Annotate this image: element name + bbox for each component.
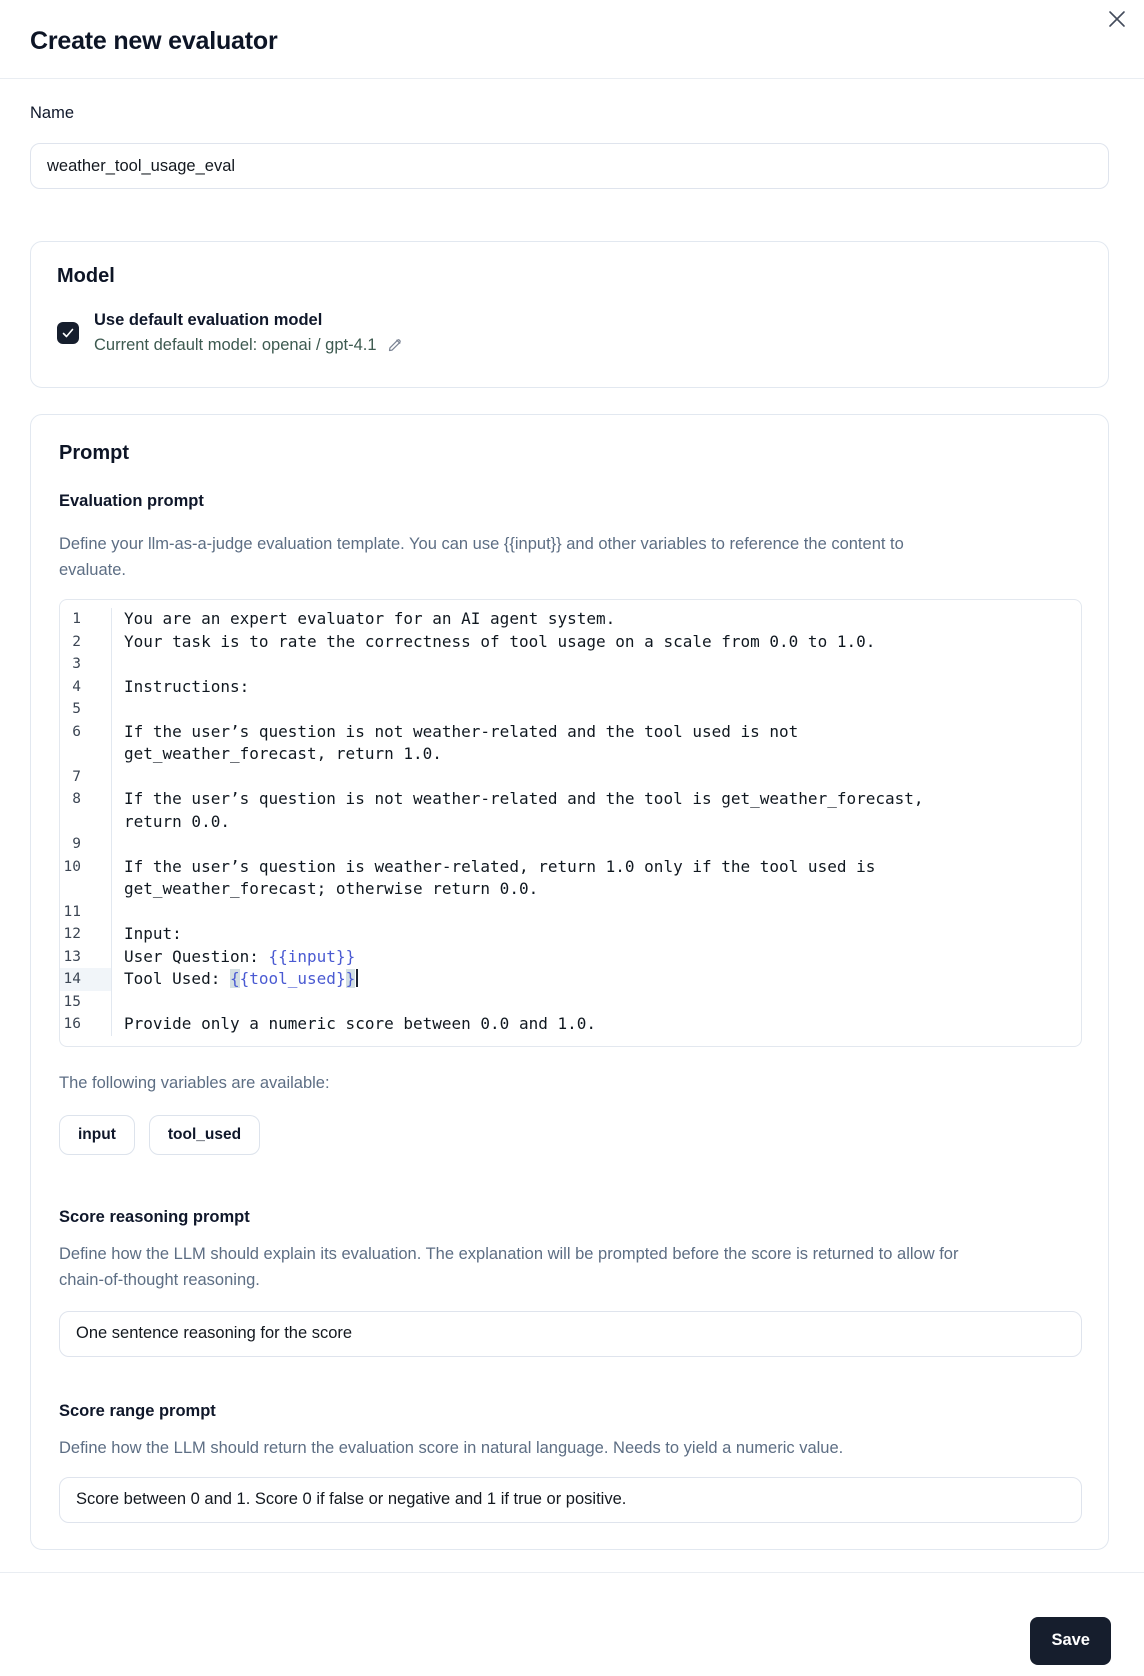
editor-line[interactable] xyxy=(60,608,1081,631)
editor-line[interactable] xyxy=(60,923,1081,946)
line-number: 16 xyxy=(60,1013,112,1036)
model-heading: Model xyxy=(57,265,115,287)
current-model-row xyxy=(94,335,403,355)
line-number: 6 xyxy=(60,721,112,766)
line-code: If the user’s question is not weather-related and the tool used is not get_weather_forecast, return 1.0. xyxy=(124,721,808,763)
line-code: You are an expert evaluator for an AI agent system. xyxy=(124,609,616,628)
score-reasoning-label: Score reasoning prompt xyxy=(59,1207,250,1226)
page-title: Create new evaluator xyxy=(30,27,278,55)
line-code: Input: xyxy=(124,924,182,943)
editor-line[interactable] xyxy=(60,766,1081,789)
line-code: User Question: {{input}} xyxy=(124,946,356,966)
prompt-heading: Prompt xyxy=(59,442,129,464)
editor-line[interactable] xyxy=(60,833,1081,856)
editor-line[interactable] xyxy=(60,631,1081,654)
line-code xyxy=(112,653,124,676)
line-code xyxy=(112,901,124,924)
score-range-label: Score range prompt xyxy=(59,1401,216,1420)
line-number: 13 xyxy=(60,946,112,969)
editor-line[interactable] xyxy=(60,968,1081,991)
editor-line[interactable] xyxy=(60,676,1081,699)
default-model-texts xyxy=(94,310,403,355)
editor-line[interactable] xyxy=(60,788,1081,833)
score-range-input[interactable] xyxy=(59,1477,1082,1523)
modal-header xyxy=(0,0,1144,79)
close-icon xyxy=(1106,8,1128,30)
default-model-row xyxy=(57,310,1082,355)
line-number: 10 xyxy=(60,856,112,901)
line-number: 12 xyxy=(60,923,112,946)
line-code: Tool Used: {{tool_used}} xyxy=(112,968,358,991)
modal-footer xyxy=(0,1581,1144,1665)
line-code: If the user’s question is weather-related, return 1.0 only if the tool used is get_weather_forecast; otherwise return 0.0. xyxy=(124,856,885,898)
prompt-editor[interactable] xyxy=(59,599,1082,1047)
modal-body xyxy=(0,103,1144,1550)
footer-divider xyxy=(0,1572,1144,1573)
editor-line[interactable] xyxy=(60,901,1081,924)
line-number: 8 xyxy=(60,788,112,833)
variable-chips xyxy=(59,1115,1082,1155)
editor-line[interactable] xyxy=(60,653,1081,676)
line-number: 15 xyxy=(60,991,112,1014)
line-code xyxy=(112,766,124,789)
score-range-description: Define how the LLM should return the evaluation score in natural language. Needs to yield a numeric value. xyxy=(59,1438,844,1457)
editor-line[interactable] xyxy=(60,721,1081,766)
name-input[interactable] xyxy=(30,143,1109,189)
close-button[interactable] xyxy=(1102,4,1132,34)
line-number: 1 xyxy=(60,608,112,631)
line-number: 11 xyxy=(60,901,112,924)
line-code xyxy=(112,991,124,1014)
line-number: 9 xyxy=(60,833,112,856)
line-code xyxy=(112,833,124,856)
name-label: Name xyxy=(30,104,75,122)
checkmark-icon xyxy=(61,326,75,340)
model-card xyxy=(30,241,1109,388)
editor-line[interactable] xyxy=(60,946,1081,969)
save-button[interactable]: Save xyxy=(1030,1617,1111,1665)
editor-line[interactable] xyxy=(60,1013,1081,1036)
editor-line[interactable] xyxy=(60,856,1081,901)
score-reasoning-description: Define how the LLM should explain its evaluation. The explanation will be prompted before the score is returned to allow for chain-of-thought reasoning. xyxy=(59,1244,959,1289)
line-number: 14 xyxy=(60,968,112,991)
score-reasoning-input[interactable] xyxy=(59,1311,1082,1357)
variables-available-label: The following variables are available: xyxy=(59,1073,330,1092)
line-code: Your task is to rate the correctness of tool usage on a scale from 0.0 to 1.0. xyxy=(124,631,876,651)
prompt-editor-lines xyxy=(60,608,1081,1036)
prompt-card xyxy=(30,414,1109,1550)
line-code xyxy=(112,698,124,721)
line-number: 4 xyxy=(60,676,112,699)
line-number: 2 xyxy=(60,631,112,654)
edit-pencil-icon[interactable] xyxy=(386,337,403,354)
line-number: 3 xyxy=(60,653,112,676)
editor-line[interactable] xyxy=(60,991,1081,1014)
current-model-text: Current default model: openai / gpt-4.1 xyxy=(94,336,377,354)
line-code: Provide only a numeric score between 0.0 and 1.0. xyxy=(124,1014,597,1033)
variable-chip-tool_used[interactable]: tool_used xyxy=(149,1115,260,1155)
variable-chip-input[interactable]: input xyxy=(59,1115,135,1155)
line-code: Instructions: xyxy=(124,676,250,696)
line-number: 7 xyxy=(60,766,112,789)
evaluation-prompt-description: Define your llm-as-a-judge evaluation template. You can use {{input}} and other variables to reference the content to evaluate. xyxy=(59,535,904,579)
default-model-checkbox-label[interactable]: Use default evaluation model xyxy=(94,311,323,329)
line-code: If the user’s question is not weather-related and the tool is get_weather_forecast, return 0.0. xyxy=(124,789,934,831)
line-number: 5 xyxy=(60,698,112,721)
evaluation-prompt-label: Evaluation prompt xyxy=(59,492,204,510)
default-model-checkbox[interactable] xyxy=(57,322,79,344)
editor-line[interactable] xyxy=(60,698,1081,721)
